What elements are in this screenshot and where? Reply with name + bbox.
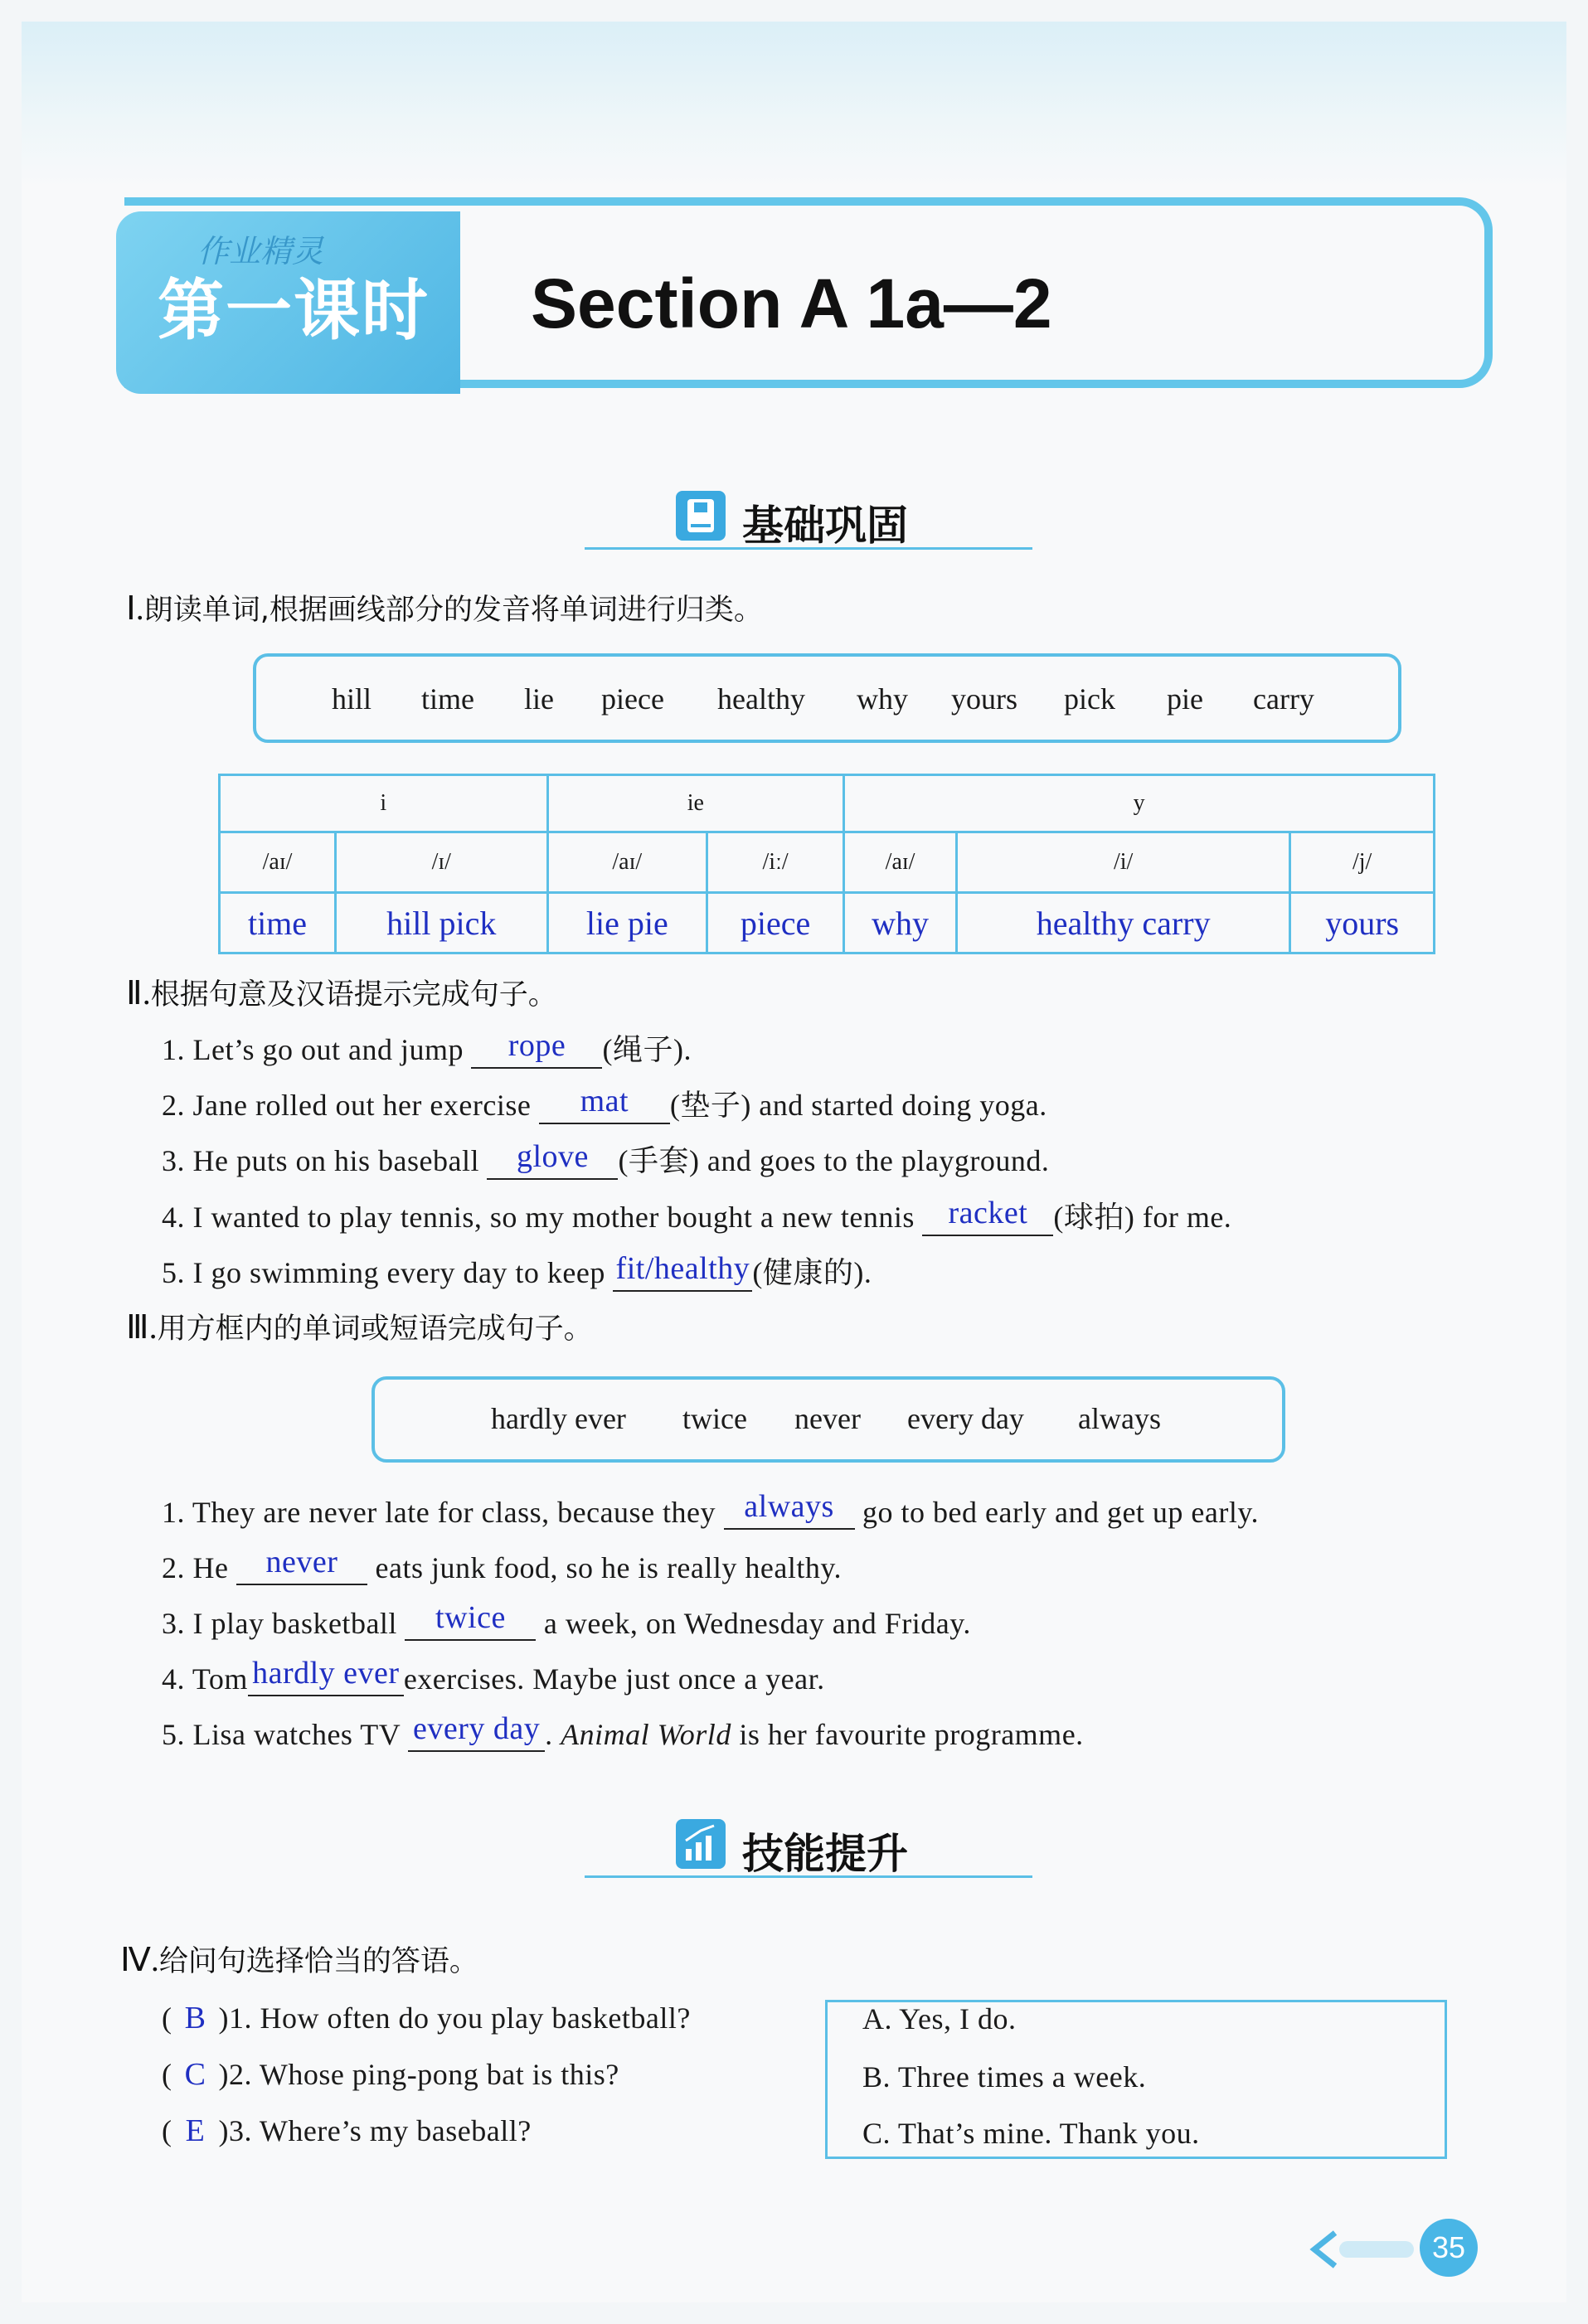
sentence-text: (健康的). (752, 1256, 872, 1289)
answer-blank (405, 1600, 536, 1641)
q3-number: Ⅲ. (126, 1308, 158, 1346)
sentence-text: 1. Let’s go out and jump (162, 1033, 472, 1066)
q4-instruction: 给问句选择恰当的答语。 (158, 1945, 478, 1978)
q3-item-2 (162, 1545, 843, 1585)
section-skill-label: 技能提升 (742, 1830, 908, 1878)
filled-answer: always (744, 1489, 834, 1524)
chart-icon (676, 1819, 726, 1869)
filled-answer: rope (507, 1028, 566, 1063)
word: why (857, 682, 908, 716)
sentence-text: 5. I go swimming every day to keep (162, 1256, 614, 1289)
q2-item-3 (162, 1138, 1049, 1180)
question-text: )3. Where’s my baseball? (218, 2114, 532, 2147)
q3-item-3 (162, 1600, 971, 1641)
lesson-label: 第一课时 (158, 272, 430, 349)
group-header: i (220, 775, 548, 832)
phonics-table (218, 774, 1435, 954)
sentence-text: eats junk food, so he is really healthy. (367, 1551, 843, 1584)
answer-blank (922, 1196, 1053, 1236)
answer-blank (724, 1489, 855, 1530)
answer-blank (487, 1139, 618, 1180)
filled-answer: every day (412, 1711, 541, 1746)
q1-number: Ⅰ. (126, 589, 144, 627)
section-skill (585, 1817, 1032, 1878)
filled-answer: twice (435, 1600, 506, 1635)
q4-item-1 (162, 2000, 691, 2036)
sentence-text: 4. Tom (162, 1662, 248, 1696)
sentence-text: 3. He puts on his baseball (162, 1144, 488, 1177)
word: hardly ever (491, 1402, 626, 1435)
filled-answer: hardly ever (252, 1656, 400, 1691)
question-text: )2. Whose ping-pong bat is this? (218, 2058, 619, 2091)
word: always (1078, 1402, 1161, 1435)
sound-cell: /i/ (956, 832, 1289, 893)
sound-cell: /iː/ (707, 832, 844, 893)
q3-instruction: 用方框内的单词或短语完成句子。 (157, 1312, 593, 1346)
page-number: 35 (1420, 2219, 1478, 2277)
q3-heading (126, 1306, 593, 1347)
sentence-text: (绳子). (602, 1033, 692, 1066)
sentence-text: a week, on Wednesday and Friday. (536, 1607, 971, 1640)
bracket-open: ( (162, 2001, 172, 2035)
word: hill (332, 682, 372, 716)
sentence-text: go to bed early and get up early. (854, 1496, 1260, 1529)
answer-blank (539, 1084, 670, 1124)
sound-cell: /aɪ/ (844, 832, 957, 893)
group-header: y (844, 775, 1435, 832)
word: never (794, 1402, 861, 1435)
sentence-text: 2. Jane rolled out her exercise (162, 1089, 539, 1122)
sentence-text: 4. I wanted to play tennis, so my mother bought a new tennis (162, 1201, 923, 1234)
sentence-text: . (545, 1718, 561, 1751)
q3-item-4 (162, 1656, 825, 1696)
answer-cell: hill pick (336, 893, 548, 953)
bracket-open: ( (162, 2114, 172, 2147)
q2-item-4 (162, 1194, 1231, 1236)
section-basic-label: 基础巩固 (742, 502, 908, 550)
answer-blank (471, 1028, 602, 1069)
programme-title: Animal World (561, 1718, 731, 1751)
filled-answer: glove (516, 1139, 589, 1174)
filled-answer: never (265, 1545, 338, 1579)
sound-cell: /ɪ/ (336, 832, 548, 893)
sound-cell: /aɪ/ (547, 832, 707, 893)
sentence-text: 5. Lisa watches TV (162, 1718, 409, 1751)
section-basic (585, 489, 1032, 550)
top-band-overlay (22, 22, 1566, 187)
q2-instruction: 根据句意及汉语提示完成句子。 (150, 978, 557, 1012)
book-icon (676, 491, 726, 541)
q1-word-list (253, 682, 1401, 723)
answer-cell: why (844, 893, 957, 953)
q3-word-list (372, 1401, 1285, 1443)
sentence-text: (垫子) and started doing yoga. (669, 1089, 1047, 1122)
word: carry (1253, 682, 1314, 716)
word: piece (601, 682, 664, 716)
q4-number: Ⅳ. (120, 1941, 159, 1978)
option-b: B. Three times a week. (862, 2060, 1147, 2094)
word: pie (1167, 682, 1203, 716)
word: lie (524, 682, 554, 716)
header-watermark: 作业精灵 (197, 235, 324, 269)
sentence-text: (手套) and goes to the playground. (618, 1144, 1050, 1177)
word: twice (682, 1402, 747, 1435)
q2-item-2 (162, 1082, 1047, 1124)
q4-item-2 (162, 2056, 619, 2093)
answer-blank (613, 1251, 752, 1292)
q4-item-3 (162, 2113, 532, 2149)
q4-heading (120, 1938, 478, 1980)
option-c: C. That’s mine. Thank you. (862, 2117, 1200, 2150)
q3-item-1 (162, 1489, 1260, 1530)
sentence-text: is her favourite programme. (731, 1718, 1084, 1751)
q3-item-5 (162, 1711, 1084, 1752)
word: time (421, 682, 474, 716)
choice-answer: E (185, 2113, 206, 2148)
group-header: ie (547, 775, 844, 832)
q2-number: Ⅱ. (126, 974, 151, 1012)
answer-cell: lie pie (547, 893, 707, 953)
chevron-left-icon (1302, 2229, 1418, 2274)
q1-heading (126, 587, 763, 628)
filled-answer: mat (580, 1084, 629, 1118)
choice-answer: B (184, 2001, 206, 2035)
sentence-text: 1. They are never late for class, because they (162, 1496, 724, 1529)
sentence-text: 3. I play basketball (162, 1607, 405, 1640)
q2-item-5 (162, 1249, 872, 1292)
word: yours (951, 682, 1017, 716)
q2-heading (126, 972, 557, 1013)
answer-cell: time (220, 893, 336, 953)
word: every day (907, 1402, 1024, 1435)
word: pick (1064, 682, 1115, 716)
sentence-text: (球拍) for me. (1053, 1201, 1232, 1234)
page-title: Section A 1a—2 (531, 264, 1052, 342)
word: healthy (717, 682, 805, 716)
choice-answer: C (184, 2057, 206, 2092)
answer-cell: yours (1290, 893, 1435, 953)
sound-cell: /aɪ/ (220, 832, 336, 893)
answer-blank (248, 1656, 404, 1696)
bracket-open: ( (162, 2058, 172, 2091)
answer-blank (408, 1711, 545, 1752)
filled-answer: fit/healthy (615, 1251, 750, 1286)
sound-cell: /j/ (1290, 832, 1435, 893)
answer-blank (236, 1545, 367, 1585)
filled-answer: racket (948, 1196, 1028, 1230)
answer-cell: piece (707, 893, 844, 953)
sentence-text: exercises. Maybe just once a year. (403, 1662, 825, 1696)
sentence-text: 2. He (162, 1551, 236, 1584)
answer-cell: healthy carry (956, 893, 1289, 953)
q1-instruction: 朗读单词,根据画线部分的发音将单词进行归类。 (143, 594, 763, 627)
q2-item-1 (162, 1026, 692, 1069)
option-a: A. Yes, I do. (862, 2002, 1017, 2035)
question-text: )1. How often do you play basketball? (218, 2001, 691, 2035)
